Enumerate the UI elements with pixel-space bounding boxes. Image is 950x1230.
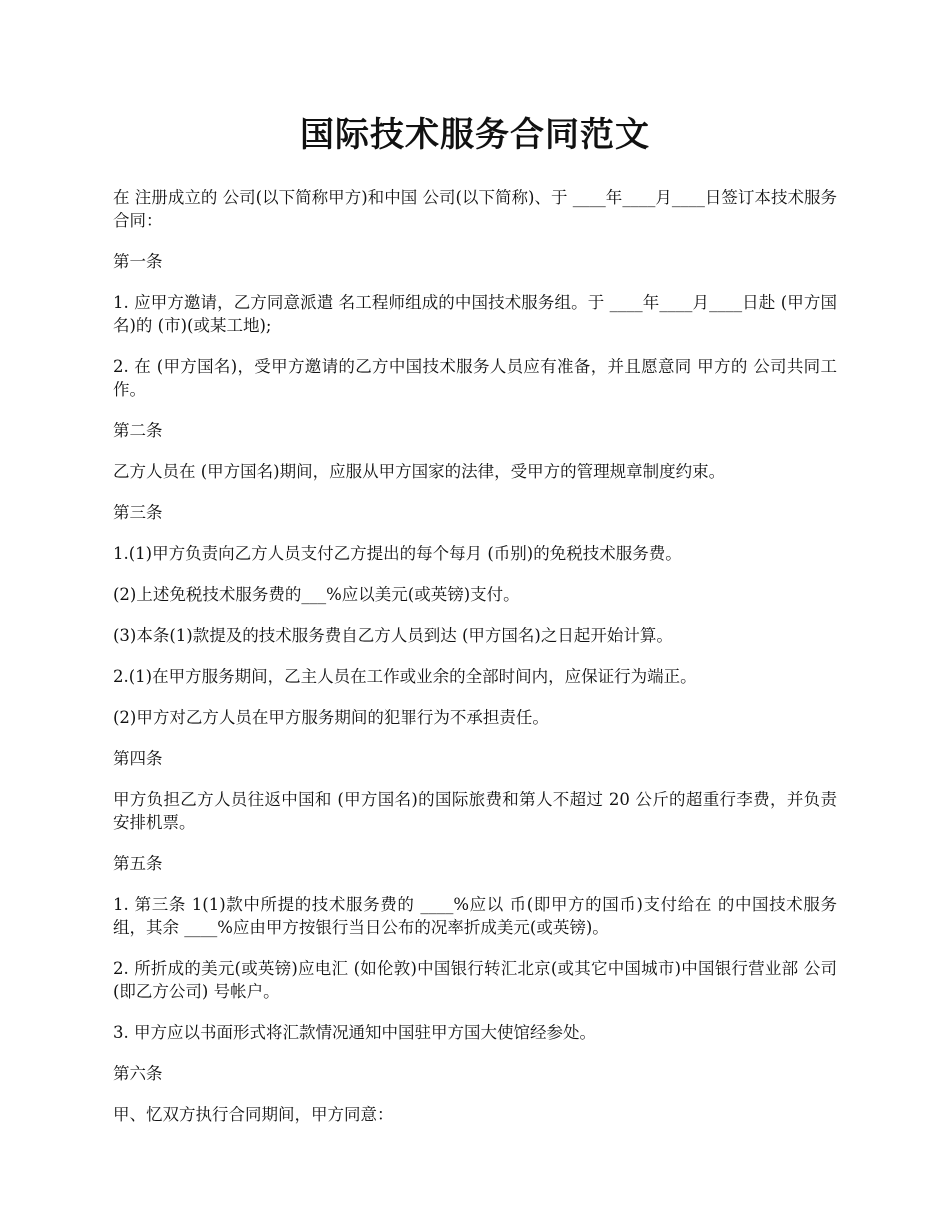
article-heading-2: 第二条 <box>113 421 163 440</box>
article-heading-4: 第四条 <box>113 749 163 768</box>
article-5-clause-3: 3. 甲方应以书面形式将汇款情况通知中国驻甲方国大使馆经参处。 <box>113 1023 596 1042</box>
article-1-clause-1: 1. 应甲方邀请，乙方同意派遣 名工程师组成的中国技术服务组。于 ____年____月____日赴 (甲方国名)的 (市)(或某工地); <box>113 293 837 335</box>
article-5-clause-1: 1. 第三条 1(1)款中所提的技术服务费的 ____%应以 币(即甲方的国币)支付给在 的中国技术服务组，其余 ____%应由甲方按银行当日公布的况率折成美元(或英镑)。 <box>113 895 837 937</box>
article-3-clause-1-1: 1.(1)甲方负责向乙方人员支付乙方提出的每个每月 (币别)的免税技术服务费。 <box>113 544 682 563</box>
document-title: 国际技术服务合同范文 <box>300 115 650 155</box>
article-heading-5: 第五条 <box>113 854 163 873</box>
preamble-paragraph: 在 注册成立的 公司(以下简称甲方)和中国 公司(以下简称)、于 ____年____月____日签订本技术服务合同： <box>113 188 837 230</box>
article-6-text: 甲、忆双方执行合同期间，甲方同意： <box>113 1105 394 1124</box>
article-heading-3: 第三条 <box>113 503 163 522</box>
article-3-clause-1-3: (3)本条(1)款提及的技术服务费自乙方人员到达 (甲方国名)之日起开始计算。 <box>113 626 673 645</box>
article-5-clause-2: 2. 所折成的美元(或英镑)应电汇 (如伦敦)中国银行转汇北京(或其它中国城市)中国银行营业部 公司(即乙方公司) 号帐户。 <box>113 959 837 1001</box>
article-3-clause-2-1: 2.(1)在甲方服务期间，乙主人员在工作或业余的全部时间内，应保证行为端正。 <box>113 667 697 686</box>
article-3-clause-1-2: (2)上述免税技术服务费的___%应以美元(或英镑)支付。 <box>113 585 520 604</box>
article-1-clause-2: 2. 在 (甲方国名)，受甲方邀请的乙方中国技术服务人员应有准备，并且愿意同 甲方的 公司共同工作。 <box>113 357 837 399</box>
article-4-text: 甲方负担乙方人员往返中国和 (甲方国名)的国际旅费和第人不超过 20 公斤的超重行李费，并负责安排机票。 <box>113 790 837 832</box>
article-heading-6: 第六条 <box>113 1064 163 1083</box>
article-2-text: 乙方人员在 (甲方国名)期间，应服从甲方国家的法律，受甲方的管理规章制度约束。 <box>113 462 726 481</box>
article-heading-1: 第一条 <box>113 252 163 271</box>
article-3-clause-2-2: (2)甲方对乙方人员在甲方服务期间的犯罪行为不承担责任。 <box>113 708 549 727</box>
